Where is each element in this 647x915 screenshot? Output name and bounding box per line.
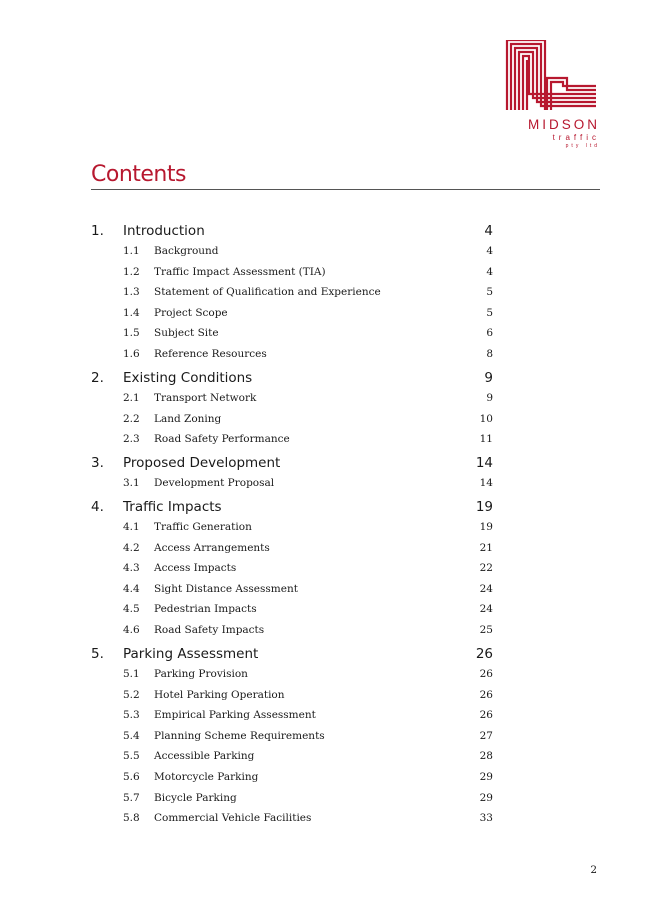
- subsection-page: 8: [486, 348, 493, 360]
- toc-subsection-row[interactable]: [0, 286, 647, 302]
- subsection-label: Traffic Impact Assessment (TIA): [154, 265, 326, 278]
- subsection-number: 5.4: [123, 729, 140, 742]
- subsection-label: Subject Site: [154, 327, 219, 340]
- subsection-label: Empirical Parking Assessment: [154, 709, 316, 722]
- section-label: Parking Assessment: [123, 646, 259, 662]
- subsection-number: 4.4: [123, 582, 140, 595]
- subsection-label: Reference Resources: [154, 348, 267, 360]
- logo-subtitle: traffic: [552, 133, 600, 142]
- subsection-number: 1.1: [123, 245, 140, 257]
- subsection-number: 4.3: [123, 562, 140, 575]
- toc-subsection-row[interactable]: [0, 433, 647, 449]
- section-page: 14: [475, 455, 493, 471]
- toc-subsection-row[interactable]: [0, 730, 647, 746]
- subsection-page: 26: [479, 668, 493, 680]
- subsection-page: 21: [479, 541, 493, 554]
- subsection-page: 29: [479, 791, 493, 804]
- subsection-label: Parking Provision: [154, 668, 248, 680]
- subsection-number: 4.2: [123, 541, 140, 554]
- subsection-page: 27: [479, 729, 493, 742]
- subsection-page: 4: [486, 265, 493, 278]
- subsection-page: 24: [479, 603, 493, 616]
- toc-section-row[interactable]: [0, 370, 647, 390]
- section-label: Existing Conditions: [123, 370, 253, 386]
- subsection-label: Access Impacts: [154, 562, 237, 575]
- toc-subsection-row[interactable]: [0, 689, 647, 705]
- subsection-number: 5.5: [123, 750, 140, 763]
- logo-subtitle-small: pty ltd: [565, 143, 600, 149]
- subsection-number: 1.6: [123, 348, 140, 360]
- toc-subsection-row[interactable]: [0, 812, 647, 828]
- subsection-number: 1.5: [123, 327, 140, 340]
- subsection-number: 4.6: [123, 624, 140, 636]
- subsection-label: Road Safety Performance: [154, 433, 290, 446]
- subsection-page: 25: [479, 624, 493, 636]
- section-number: 3.: [91, 455, 104, 471]
- toc-subsection-row[interactable]: [0, 392, 647, 408]
- subsection-label: Bicycle Parking: [154, 791, 237, 804]
- toc-section-row[interactable]: [0, 455, 647, 475]
- subsection-label: Land Zoning: [154, 412, 222, 425]
- section-label: Introduction: [123, 223, 205, 239]
- subsection-label: Access Arrangements: [154, 541, 270, 554]
- subsection-label: Accessible Parking: [154, 750, 255, 763]
- subsection-label: Motorcycle Parking: [154, 771, 259, 783]
- subsection-page: 29: [479, 771, 493, 783]
- subsection-page: 24: [479, 582, 493, 595]
- subsection-page: 5: [486, 286, 493, 299]
- subsection-number: 5.1: [123, 668, 140, 680]
- subsection-page: 5: [486, 306, 493, 319]
- subsection-number: 1.2: [123, 265, 140, 278]
- toc-subsection-row[interactable]: [0, 792, 647, 808]
- toc-subsection-row[interactable]: [0, 307, 647, 323]
- subsection-page: 10: [479, 412, 493, 425]
- subsection-number: 1.3: [123, 286, 140, 299]
- toc-subsection-row[interactable]: [0, 245, 647, 261]
- logo-wordmark: MIDSON: [528, 117, 600, 132]
- page-title: Contents: [91, 162, 186, 187]
- subsection-label: Hotel Parking Operation: [154, 688, 285, 701]
- subsection-label: Pedestrian Impacts: [154, 603, 257, 616]
- page-number: 2: [590, 864, 597, 876]
- subsection-number: 4.5: [123, 603, 140, 616]
- section-number: 4.: [91, 499, 104, 515]
- subsection-page: 4: [486, 245, 493, 257]
- subsection-page: 26: [479, 688, 493, 701]
- toc-subsection-row[interactable]: [0, 542, 647, 558]
- subsection-label: Planning Scheme Requirements: [154, 729, 325, 742]
- subsection-page: 11: [479, 433, 493, 446]
- subsection-page: 28: [479, 750, 493, 763]
- subsection-page: 22: [479, 562, 493, 575]
- toc-subsection-row[interactable]: [0, 413, 647, 429]
- toc-subsection-row[interactable]: [0, 624, 647, 640]
- section-label: Traffic Impacts: [123, 499, 222, 515]
- toc-subsection-row[interactable]: [0, 750, 647, 766]
- subsection-label: Transport Network: [154, 392, 257, 404]
- subsection-number: 5.6: [123, 771, 140, 783]
- subsection-label: Statement of Qualification and Experience: [154, 286, 381, 299]
- section-number: 2.: [91, 370, 104, 386]
- toc-subsection-row[interactable]: [0, 603, 647, 619]
- section-label: Proposed Development: [123, 455, 281, 471]
- company-logo: [505, 40, 600, 152]
- toc-subsection-row[interactable]: [0, 583, 647, 599]
- toc-subsection-row[interactable]: [0, 348, 647, 364]
- subsection-page: 33: [479, 812, 493, 825]
- section-page: 19: [475, 499, 493, 515]
- section-number: 5.: [91, 646, 104, 662]
- subsection-number: 2.2: [123, 412, 140, 425]
- subsection-label: Commercial Vehicle Facilities: [154, 812, 312, 825]
- subsection-page: 14: [479, 477, 493, 489]
- subsection-number: 3.1: [123, 477, 140, 489]
- toc-subsection-row[interactable]: [0, 562, 647, 578]
- subsection-number: 5.8: [123, 812, 140, 825]
- toc-subsection-row[interactable]: [0, 668, 647, 684]
- subsection-page: 26: [479, 709, 493, 722]
- toc-subsection-row[interactable]: [0, 477, 647, 493]
- subsection-page: 19: [479, 521, 493, 533]
- subsection-number: 2.3: [123, 433, 140, 446]
- toc-subsection-row[interactable]: [0, 327, 647, 343]
- section-page: 26: [475, 646, 493, 662]
- subsection-label: Sight Distance Assessment: [154, 582, 298, 595]
- subsection-number: 5.2: [123, 688, 140, 701]
- toc-subsection-row[interactable]: [0, 266, 647, 282]
- subsection-label: Traffic Generation: [154, 521, 252, 533]
- toc-section-row[interactable]: [0, 223, 647, 243]
- subsection-label: Road Safety Impacts: [154, 624, 265, 636]
- subsection-label: Background: [154, 245, 219, 257]
- toc-section-row[interactable]: [0, 646, 647, 666]
- subsection-number: 1.4: [123, 306, 140, 319]
- toc-subsection-row[interactable]: [0, 771, 647, 787]
- subsection-label: Project Scope: [154, 306, 228, 319]
- section-number: 1.: [91, 223, 104, 239]
- subsection-label: Development Proposal: [154, 477, 275, 489]
- subsection-number: 2.1: [123, 392, 140, 404]
- toc-subsection-row[interactable]: [0, 709, 647, 725]
- section-page: 9: [484, 370, 493, 386]
- toc-section-row[interactable]: [0, 499, 647, 519]
- subsection-number: 5.3: [123, 709, 140, 722]
- midson-logo-icon: [505, 40, 600, 112]
- subsection-page: 9: [486, 392, 493, 404]
- section-page: 4: [484, 223, 493, 239]
- subsection-number: 4.1: [123, 521, 140, 533]
- toc-subsection-row[interactable]: [0, 521, 647, 537]
- subsection-number: 5.7: [123, 791, 140, 804]
- title-rule: [91, 189, 600, 190]
- subsection-page: 6: [486, 327, 493, 340]
